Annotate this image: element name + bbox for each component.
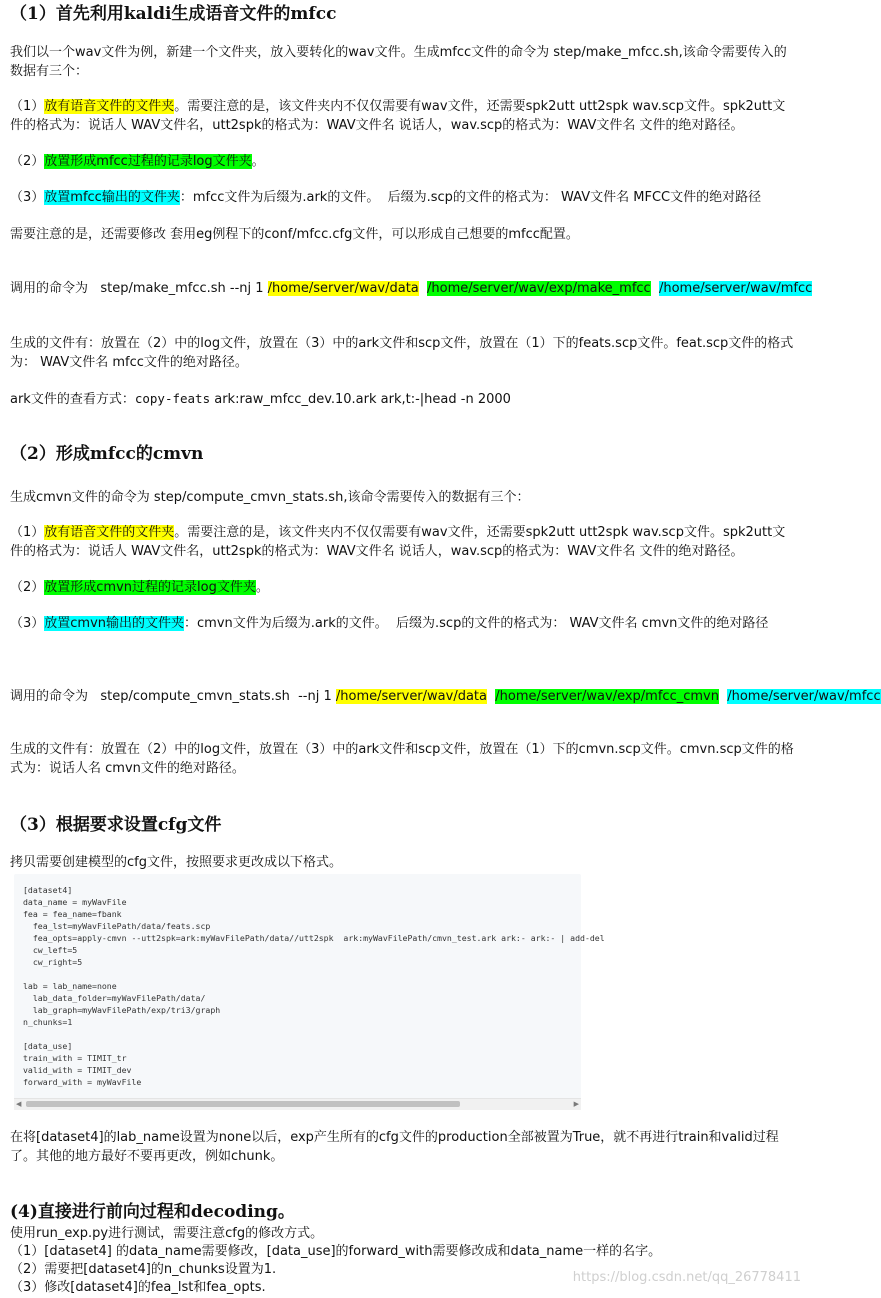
highlight-green: 放置形成cmvn过程的记录log文件夹 [44, 580, 256, 595]
code-block[interactable] [14, 874, 605, 1110]
section2-item2 [10, 578, 797, 597]
prefix: （1） [10, 525, 45, 540]
prefix: （3） [10, 190, 45, 205]
section1-command [10, 279, 813, 298]
section1-heading: （1）首先利用kaldi生成语音文件的mfcc [10, 4, 337, 24]
command-prefix: 调用的命令为 step/make_mfcc.sh --nj 1 [10, 281, 268, 296]
section4-line1: （1）[dataset4] 的data_name需要修改，[data_use]的forward_with需要修改成和data_name一样的名字。 [10, 1244, 662, 1259]
highlight-yellow: 放有语音文件的文件夹 [44, 99, 175, 114]
scroll-right-icon[interactable]: ▶ [573, 1100, 579, 1108]
section2-item1 [10, 523, 797, 561]
cfg-code: [dataset4] data_name = myWavFile fea = fea_name=fbank fea_lst=myWavFilePath/data/feats.scp fea_opts=apply-cmvn --utt2spk=ark:myWavFilePath/data//utt2spk ark:myWavFilePath/cmvn_test.ark ark:- ark:- | add-del cw_left=5 cw_right=5 lab = lab_name=none lab_data_folder=myWavFilePath/data/ lab_graph=myWavFilePath/exp/tri3/graph n_chunks=1 [data_use] train_with = TIMIT_tr valid_with = TIMIT_dev forward_with = myWavFile [23, 885, 605, 1087]
section2-item3 [10, 614, 797, 633]
section1-note: 需要注意的是，还需要修改 套用eg例程下的conf/mfcc.cfg文件，可以形成自己想要的mfcc配置。 [10, 227, 579, 242]
command-arg-out: /home/server/wav/mfcc [727, 689, 881, 704]
section1-intro: 我们以一个wav文件为例，新建一个文件夹，放入要转化的wav文件。生成mfcc文件的命令为 step/make_mfcc.sh,该命令需要传入的数据有三个： [10, 45, 787, 79]
section1-item2 [10, 152, 797, 171]
section4-line2: （2）需要把[dataset4]的n_chunks设置为1. [10, 1262, 277, 1277]
item2-text: 。 [251, 154, 265, 169]
view-args: ark:raw_mfcc_dev.10.ark ark,t:-|head -n 2000 [210, 392, 511, 407]
prefix: （3） [10, 616, 45, 631]
command-arg-data: /home/server/wav/data [335, 689, 487, 704]
highlight-green: 放置形成mfcc过程的记录log文件夹 [44, 154, 252, 169]
section4-line3: （3）修改[dataset4]的fea_lst和fea_opts. [10, 1280, 266, 1295]
scroll-left-icon[interactable]: ◀ [16, 1100, 22, 1108]
section1-view [10, 389, 797, 409]
item1-text: 。需要注意的是，该文件夹内不仅仅需要有wav文件，还需要spk2utt utt2spk wav.scp文件。spk2utt文件的格式为：说话人 WAV文件名，utt2spk的格式为：WAV文件名 说话人，wav.scp的格式为：WAV文件名 文件的绝对路径。 [10, 99, 786, 133]
section4-line0: 使用run_exp.py进行测试，需要注意cfg的修改方式。 [10, 1226, 324, 1241]
section4-heading: (4)直接进行前向过程和decoding。 [10, 1202, 295, 1222]
command-arg-log: /home/server/wav/exp/mfcc_cmvn [495, 689, 719, 704]
scrollbar-thumb[interactable] [26, 1101, 460, 1107]
command-prefix: 调用的命令为 step/compute_cmvn_stats.sh --nj 1 [10, 689, 336, 704]
highlight-cyan: 放置mfcc输出的文件夹 [44, 190, 180, 205]
section3-after: 在将[dataset4]的lab_name设置为none以后，exp产生所有的cfg文件的production全部被置为True，就不再进行train和valid过程了。其他的地方最好不要再更改，例如chunk。 [10, 1130, 779, 1164]
section1-item3 [10, 188, 797, 207]
item1-text: 。需要注意的是，该文件夹内不仅仅需要有wav文件，还需要spk2utt utt2spk wav.scp文件。spk2utt文件的格式为：说话人 WAV文件名，utt2spk的格式为：WAV文件名 说话人，wav.scp的格式为：WAV文件名 文件的绝对路径。 [10, 525, 786, 559]
command-arg-out: /home/server/wav/mfcc [658, 281, 813, 296]
watermark: https://blog.csdn.net/qq_26778411 [572, 1270, 801, 1285]
highlight-cyan: 放置cmvn输出的文件夹 [44, 616, 185, 631]
view-command: copy-feats [134, 391, 211, 406]
item3-text: ：mfcc文件为后缀为.ark的文件。 后缀为.scp的文件的格式为： WAV文件名 MFCC文件的绝对路径 [179, 190, 762, 205]
section2-intro: 生成cmvn文件的命令为 step/compute_cmvn_stats.sh,该命令需要传入的数据有三个： [10, 490, 530, 505]
item3-text: ：cmvn文件为后缀为.ark的文件。 后缀为.scp的文件的格式为： WAV文件名 cmvn文件的绝对路径 [184, 616, 769, 631]
section1-result: 生成的文件有：放置在（2）中的log文件，放置在（3）中的ark文件和scp文件，放置在（1）下的feats.scp文件。feat.scp文件的格式为： WAV文件名 mfcc文件的绝对路径。 [10, 336, 794, 370]
view-prefix: ark文件的查看方式： [10, 392, 135, 407]
section3-intro: 拷贝需要创建模型的cfg文件，按照要求更改成以下格式。 [10, 855, 342, 870]
section3-heading: （3）根据要求设置cfg文件 [10, 815, 222, 835]
command-arg-data: /home/server/wav/data [267, 281, 419, 296]
prefix: （2） [10, 154, 45, 169]
section2-result: 生成的文件有：放置在（2）中的log文件，放置在（3）中的ark文件和scp文件，放置在（1）下的cmvn.scp文件。cmvn.scp文件的格式为：说话人名 cmvn文件的绝对路径。 [10, 742, 794, 776]
item2-text: 。 [255, 580, 269, 595]
section2-heading: （2）形成mfcc的cmvn [10, 444, 204, 464]
horizontal-scrollbar[interactable] [14, 1098, 581, 1110]
section2-command [10, 687, 881, 706]
prefix: （2） [10, 580, 45, 595]
section1-item1 [10, 97, 797, 135]
command-arg-log: /home/server/wav/exp/make_mfcc [427, 281, 651, 296]
highlight-yellow: 放有语音文件的文件夹 [44, 525, 175, 540]
prefix: （1） [10, 99, 45, 114]
